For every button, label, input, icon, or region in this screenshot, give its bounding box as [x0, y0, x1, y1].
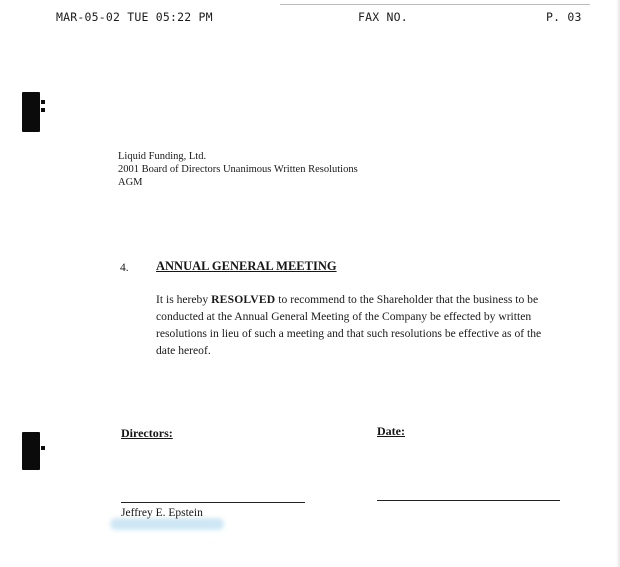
paragraph-line	[156, 342, 568, 359]
line-text: It is hereby	[156, 293, 212, 306]
resolved-keyword: RESOLVED	[211, 293, 276, 306]
resolution-title: 2001 Board of Directors Unanimous Written Resolutions	[118, 164, 358, 175]
line-text: to recommend to the Shareholder that the business to be	[275, 293, 539, 306]
line-text: conducted at the Annual General Meeting of the Company be effected by written	[156, 310, 532, 323]
line-text: resolutions in lieu of such a meeting and that such resolutions be effective as of the	[156, 327, 542, 340]
highlight-smudge	[110, 518, 224, 530]
line-text: date hereof.	[156, 344, 211, 357]
fax-page-number: P. 03	[546, 10, 582, 24]
item-number: 4.	[120, 262, 129, 274]
binding-mark-top	[22, 92, 40, 132]
paragraph-line	[156, 291, 568, 308]
binding-mark-tick	[41, 446, 45, 450]
binding-mark-tick	[41, 108, 45, 112]
resolution-paragraph	[156, 291, 568, 359]
document-heading-block	[118, 150, 358, 189]
fax-datetime: MAR-05-02 TUE 05:22 PM	[56, 10, 213, 24]
date-signature-line	[377, 500, 560, 501]
binding-mark-bottom	[22, 432, 40, 470]
item-heading: ANNUAL GENERAL MEETING	[156, 259, 337, 273]
fax-header	[0, 10, 620, 28]
paragraph-line	[156, 308, 568, 325]
fax-top-rule	[280, 4, 590, 5]
binding-mark-tick	[41, 100, 45, 104]
date-label: Date:	[377, 424, 405, 438]
short-title: AGM	[118, 177, 143, 188]
directors-label: Directors:	[121, 426, 173, 440]
paragraph-line	[156, 325, 568, 342]
page-edge-shadow	[616, 0, 620, 567]
director-signature-line	[121, 502, 305, 503]
fax-number-label: FAX NO.	[358, 10, 408, 24]
signatory-name: Jeffrey E. Epstein	[121, 507, 203, 519]
company-name: Liquid Funding, Ltd.	[118, 151, 207, 162]
